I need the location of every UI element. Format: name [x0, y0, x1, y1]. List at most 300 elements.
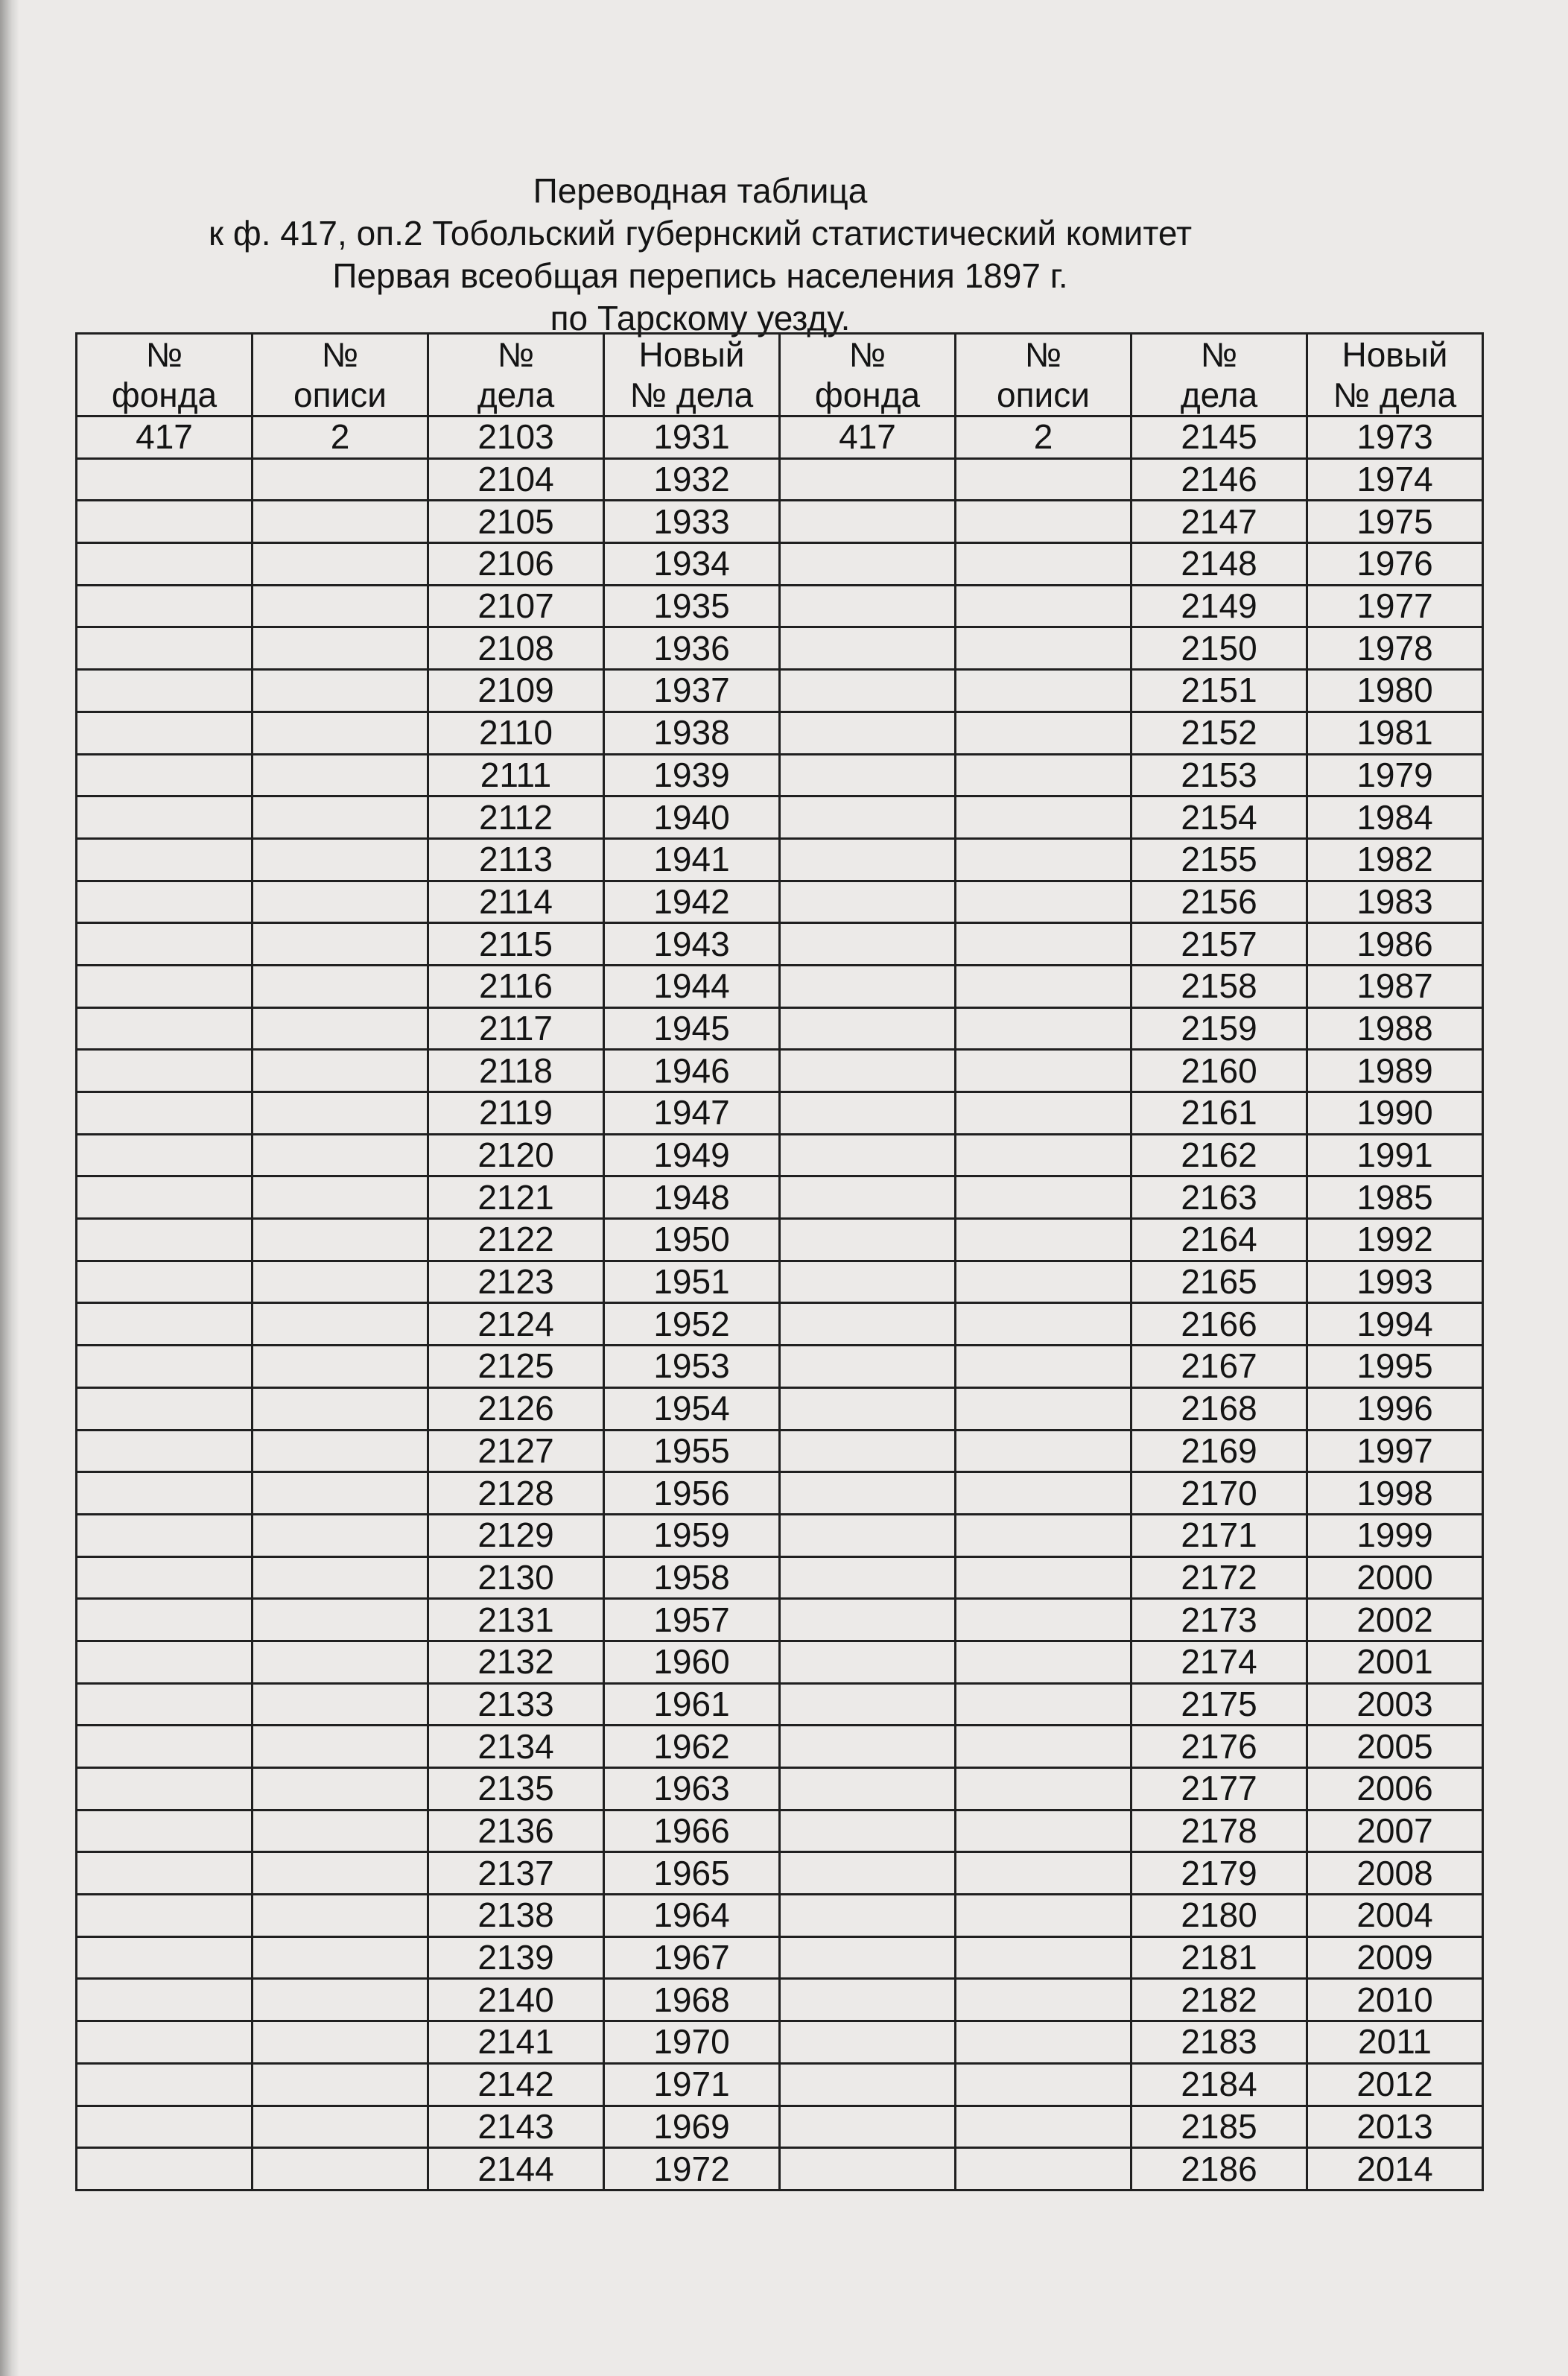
cell-fund-2 — [780, 1852, 956, 1895]
translation-table — [75, 332, 1484, 2191]
table-row — [77, 416, 1483, 459]
cell-case-2: 2150 — [1131, 627, 1307, 670]
cell-fund — [77, 501, 253, 543]
cell-case: 2103 — [428, 416, 604, 459]
cell-case-2: 2146 — [1131, 458, 1307, 501]
table-row — [77, 1683, 1483, 1726]
cell-case-2: 2181 — [1131, 1936, 1307, 1979]
cell-inventory-2 — [956, 1387, 1131, 1430]
cell-fund — [77, 838, 253, 881]
cell-new-case: 1939 — [604, 754, 780, 796]
cell-case: 2111 — [428, 754, 604, 796]
table-row — [77, 1726, 1483, 1768]
cell-case: 2104 — [428, 458, 604, 501]
cell-new-case: 1936 — [604, 627, 780, 670]
table-row — [77, 2063, 1483, 2106]
cell-fund — [77, 2148, 253, 2190]
table-row — [77, 1810, 1483, 1852]
cell-case-2: 2168 — [1131, 1387, 1307, 1430]
table-row — [77, 1176, 1483, 1219]
cell-new-case-2: 1989 — [1307, 1050, 1483, 1092]
cell-new-case: 1931 — [604, 416, 780, 459]
table-row — [77, 1387, 1483, 1430]
cell-case-2: 2172 — [1131, 1556, 1307, 1599]
cell-new-case-2: 2014 — [1307, 2148, 1483, 2190]
cell-case: 2116 — [428, 965, 604, 1007]
table-row — [77, 1472, 1483, 1515]
cell-inventory-2 — [956, 585, 1131, 627]
cell-fund — [77, 1514, 253, 1556]
cell-fund — [77, 2106, 253, 2148]
cell-new-case: 1956 — [604, 1472, 780, 1515]
cell-case: 2142 — [428, 2063, 604, 2106]
cell-case-2: 2163 — [1131, 1176, 1307, 1219]
cell-case-2: 2161 — [1131, 1092, 1307, 1135]
cell-inventory-2 — [956, 2106, 1131, 2148]
table-header-row — [77, 334, 1483, 416]
cell-fund-2 — [780, 585, 956, 627]
cell-new-case: 1937 — [604, 670, 780, 712]
table-row — [77, 2106, 1483, 2148]
cell-new-case-2: 1988 — [1307, 1007, 1483, 1050]
cell-case: 2131 — [428, 1599, 604, 1641]
cell-inventory-2 — [956, 1683, 1131, 1726]
cell-new-case-2: 1999 — [1307, 1514, 1483, 1556]
table-row — [77, 670, 1483, 712]
cell-inventory-2 — [956, 754, 1131, 796]
cell-inventory-2 — [956, 501, 1131, 543]
cell-new-case: 1964 — [604, 1895, 780, 1937]
cell-new-case: 1947 — [604, 1092, 780, 1135]
cell-new-case-2: 1974 — [1307, 458, 1483, 501]
cell-case-2: 2153 — [1131, 754, 1307, 796]
cell-fund-2 — [780, 1979, 956, 2021]
table-row — [77, 1303, 1483, 1346]
cell-inventory — [253, 1683, 428, 1726]
cell-fund-2 — [780, 838, 956, 881]
cell-fund — [77, 796, 253, 839]
cell-fund — [77, 1219, 253, 1261]
cell-inventory-2 — [956, 881, 1131, 923]
cell-case: 2105 — [428, 501, 604, 543]
cell-fund-2 — [780, 458, 956, 501]
cell-inventory — [253, 2148, 428, 2190]
cell-case-2: 2185 — [1131, 2106, 1307, 2148]
cell-fund — [77, 1387, 253, 1430]
cell-case-2: 2151 — [1131, 670, 1307, 712]
cell-inventory-2 — [956, 1599, 1131, 1641]
cell-inventory-2 — [956, 1346, 1131, 1388]
cell-new-case: 1970 — [604, 2021, 780, 2064]
cell-inventory-2 — [956, 1303, 1131, 1346]
cell-case: 2138 — [428, 1895, 604, 1937]
cell-inventory — [253, 1303, 428, 1346]
cell-new-case: 1943 — [604, 923, 780, 966]
table-row — [77, 754, 1483, 796]
cell-new-case: 1934 — [604, 543, 780, 586]
cell-case: 2109 — [428, 670, 604, 712]
cell-new-case: 1966 — [604, 1810, 780, 1852]
cell-case: 2114 — [428, 881, 604, 923]
cell-case-2: 2173 — [1131, 1599, 1307, 1641]
cell-new-case-2: 2010 — [1307, 1979, 1483, 2021]
cell-inventory-2 — [956, 923, 1131, 966]
cell-fund-2 — [780, 1768, 956, 1810]
cell-new-case-2: 1985 — [1307, 1176, 1483, 1219]
cell-case: 2129 — [428, 1514, 604, 1556]
cell-inventory — [253, 1810, 428, 1852]
table-row — [77, 796, 1483, 839]
cell-inventory — [253, 881, 428, 923]
cell-case-2: 2159 — [1131, 1007, 1307, 1050]
cell-case-2: 2175 — [1131, 1683, 1307, 1726]
cell-case-2: 2182 — [1131, 1979, 1307, 2021]
cell-inventory — [253, 754, 428, 796]
cell-case-2: 2180 — [1131, 1895, 1307, 1937]
cell-fund — [77, 2063, 253, 2106]
cell-fund — [77, 1936, 253, 1979]
cell-new-case: 1969 — [604, 2106, 780, 2148]
cell-inventory — [253, 1895, 428, 1937]
cell-fund-2 — [780, 881, 956, 923]
cell-new-case-2: 1990 — [1307, 1092, 1483, 1135]
cell-case-2: 2176 — [1131, 1726, 1307, 1768]
cell-fund-2 — [780, 754, 956, 796]
cell-new-case: 1938 — [604, 712, 780, 754]
cell-fund-2 — [780, 543, 956, 586]
cell-fund-2 — [780, 923, 956, 966]
cell-fund — [77, 923, 253, 966]
cell-inventory — [253, 1387, 428, 1430]
cell-new-case-2: 1993 — [1307, 1261, 1483, 1303]
cell-inventory — [253, 1726, 428, 1768]
cell-inventory-2 — [956, 712, 1131, 754]
table-row — [77, 712, 1483, 754]
column-header-case: № дела — [428, 334, 604, 416]
cell-fund-2 — [780, 965, 956, 1007]
cell-fund-2 — [780, 1007, 956, 1050]
cell-fund — [77, 1430, 253, 1472]
cell-fund-2 — [780, 1219, 956, 1261]
cell-new-case-2: 2008 — [1307, 1852, 1483, 1895]
table-row — [77, 965, 1483, 1007]
cell-inventory-2 — [956, 965, 1131, 1007]
cell-new-case-2: 2013 — [1307, 2106, 1483, 2148]
cell-new-case-2: 1975 — [1307, 501, 1483, 543]
cell-fund-2 — [780, 712, 956, 754]
cell-inventory-2: 2 — [956, 416, 1131, 459]
cell-fund-2 — [780, 1641, 956, 1683]
cell-inventory-2 — [956, 1430, 1131, 1472]
table-row — [77, 1134, 1483, 1176]
cell-fund: 417 — [77, 416, 253, 459]
cell-new-case-2: 1984 — [1307, 796, 1483, 839]
cell-case: 2139 — [428, 1936, 604, 1979]
cell-inventory-2 — [956, 627, 1131, 670]
cell-inventory — [253, 1430, 428, 1472]
column-header-new-case: Новый № дела — [604, 334, 780, 416]
table-row — [77, 2148, 1483, 2190]
cell-fund-2 — [780, 1430, 956, 1472]
cell-case: 2130 — [428, 1556, 604, 1599]
cell-new-case-2: 1987 — [1307, 965, 1483, 1007]
table-row — [77, 501, 1483, 543]
cell-case: 2118 — [428, 1050, 604, 1092]
cell-case: 2143 — [428, 2106, 604, 2148]
cell-new-case-2: 1991 — [1307, 1134, 1483, 1176]
cell-fund-2 — [780, 1346, 956, 1388]
cell-fund — [77, 1346, 253, 1388]
cell-case-2: 2179 — [1131, 1852, 1307, 1895]
cell-new-case-2: 1996 — [1307, 1387, 1483, 1430]
cell-new-case-2: 1981 — [1307, 712, 1483, 754]
cell-case: 2110 — [428, 712, 604, 754]
document-title: Переводная таблица — [533, 171, 868, 210]
cell-inventory — [253, 1852, 428, 1895]
cell-fund — [77, 2021, 253, 2064]
cell-fund — [77, 1641, 253, 1683]
cell-case: 2125 — [428, 1346, 604, 1388]
cell-fund-2 — [780, 1556, 956, 1599]
cell-fund — [77, 543, 253, 586]
cell-fund-2 — [780, 1683, 956, 1726]
cell-fund — [77, 712, 253, 754]
cell-case-2: 2184 — [1131, 2063, 1307, 2106]
cell-inventory-2 — [956, 1176, 1131, 1219]
cell-fund — [77, 1599, 253, 1641]
cell-new-case: 1965 — [604, 1852, 780, 1895]
cell-fund-2 — [780, 1092, 956, 1135]
cell-case-2: 2157 — [1131, 923, 1307, 966]
table-row — [77, 1514, 1483, 1556]
table-row — [77, 1219, 1483, 1261]
cell-inventory — [253, 585, 428, 627]
cell-new-case-2: 2006 — [1307, 1768, 1483, 1810]
cell-inventory-2 — [956, 543, 1131, 586]
table-row — [77, 1599, 1483, 1641]
table-row — [77, 1936, 1483, 1979]
cell-case-2: 2165 — [1131, 1261, 1307, 1303]
cell-fund — [77, 585, 253, 627]
cell-fund — [77, 1768, 253, 1810]
cell-case-2: 2183 — [1131, 2021, 1307, 2064]
cell-inventory-2 — [956, 1007, 1131, 1050]
cell-new-case: 1957 — [604, 1599, 780, 1641]
cell-inventory-2 — [956, 796, 1131, 839]
cell-new-case: 1945 — [604, 1007, 780, 1050]
cell-new-case: 1953 — [604, 1346, 780, 1388]
cell-case-2: 2170 — [1131, 1472, 1307, 1515]
cell-new-case: 1958 — [604, 1556, 780, 1599]
cell-case: 2108 — [428, 627, 604, 670]
cell-inventory — [253, 1641, 428, 1683]
table-row — [77, 543, 1483, 586]
table-row — [77, 1895, 1483, 1937]
cell-fund-2 — [780, 627, 956, 670]
cell-inventory-2 — [956, 670, 1131, 712]
cell-new-case-2: 2009 — [1307, 1936, 1483, 1979]
cell-fund-2 — [780, 1599, 956, 1641]
cell-fund-2 — [780, 1050, 956, 1092]
cell-new-case: 1932 — [604, 458, 780, 501]
cell-new-case: 1972 — [604, 2148, 780, 2190]
cell-inventory-2 — [956, 1134, 1131, 1176]
cell-case: 2126 — [428, 1387, 604, 1430]
cell-case: 2106 — [428, 543, 604, 586]
cell-case: 2107 — [428, 585, 604, 627]
table-row — [77, 1852, 1483, 1895]
cell-inventory — [253, 712, 428, 754]
cell-inventory-2 — [956, 1852, 1131, 1895]
cell-inventory — [253, 543, 428, 586]
cell-case: 2123 — [428, 1261, 604, 1303]
table-row — [77, 458, 1483, 501]
table-row — [77, 585, 1483, 627]
cell-new-case: 1971 — [604, 2063, 780, 2106]
cell-inventory — [253, 1134, 428, 1176]
cell-case-2: 2178 — [1131, 1810, 1307, 1852]
cell-new-case-2: 1973 — [1307, 416, 1483, 459]
cell-case: 2122 — [428, 1219, 604, 1261]
cell-case: 2137 — [428, 1852, 604, 1895]
cell-inventory-2 — [956, 1895, 1131, 1937]
cell-fund-2 — [780, 796, 956, 839]
cell-case-2: 2147 — [1131, 501, 1307, 543]
cell-new-case: 1967 — [604, 1936, 780, 1979]
cell-inventory — [253, 965, 428, 1007]
cell-inventory — [253, 1556, 428, 1599]
cell-inventory — [253, 1219, 428, 1261]
cell-case-2: 2164 — [1131, 1219, 1307, 1261]
cell-inventory-2 — [956, 1768, 1131, 1810]
cell-new-case: 1952 — [604, 1303, 780, 1346]
cell-case-2: 2174 — [1131, 1641, 1307, 1683]
cell-fund — [77, 965, 253, 1007]
document-subtitle-fund: к ф. 417, оп.2 Тобольский губернский статистический комитет — [208, 214, 1193, 253]
cell-new-case-2: 2012 — [1307, 2063, 1483, 2106]
cell-fund — [77, 1092, 253, 1135]
table-row — [77, 1007, 1483, 1050]
cell-fund-2 — [780, 501, 956, 543]
cell-inventory — [253, 1092, 428, 1135]
cell-fund — [77, 1556, 253, 1599]
cell-inventory-2 — [956, 1936, 1131, 1979]
cell-case-2: 2149 — [1131, 585, 1307, 627]
cell-case: 2141 — [428, 2021, 604, 2064]
cell-fund — [77, 1134, 253, 1176]
cell-new-case-2: 1998 — [1307, 1472, 1483, 1515]
cell-fund-2 — [780, 1514, 956, 1556]
cell-case: 2132 — [428, 1641, 604, 1683]
cell-inventory-2 — [956, 2063, 1131, 2106]
cell-new-case-2: 2000 — [1307, 1556, 1483, 1599]
cell-case-2: 2154 — [1131, 796, 1307, 839]
cell-new-case-2: 1977 — [1307, 585, 1483, 627]
cell-fund-2 — [780, 1134, 956, 1176]
cell-fund — [77, 670, 253, 712]
cell-inventory — [253, 1261, 428, 1303]
cell-fund — [77, 1303, 253, 1346]
cell-fund-2 — [780, 1895, 956, 1937]
cell-new-case-2: 1978 — [1307, 627, 1483, 670]
cell-fund-2 — [780, 2021, 956, 2064]
table-row — [77, 1979, 1483, 2021]
table-row — [77, 1768, 1483, 1810]
cell-inventory — [253, 1472, 428, 1515]
cell-fund — [77, 458, 253, 501]
cell-inventory — [253, 2106, 428, 2148]
cell-case: 2133 — [428, 1683, 604, 1726]
cell-inventory — [253, 1979, 428, 2021]
table-row — [77, 1261, 1483, 1303]
cell-inventory-2 — [956, 1050, 1131, 1092]
cell-inventory — [253, 1176, 428, 1219]
cell-inventory — [253, 838, 428, 881]
cell-new-case-2: 1983 — [1307, 881, 1483, 923]
cell-new-case-2: 1976 — [1307, 543, 1483, 586]
cell-fund-2: 417 — [780, 416, 956, 459]
document-header — [0, 170, 1400, 340]
cell-new-case: 1962 — [604, 1726, 780, 1768]
cell-inventory — [253, 1768, 428, 1810]
cell-inventory — [253, 501, 428, 543]
cell-inventory — [253, 1346, 428, 1388]
cell-fund — [77, 1810, 253, 1852]
cell-case-2: 2152 — [1131, 712, 1307, 754]
cell-new-case: 1961 — [604, 1683, 780, 1726]
cell-case-2: 2158 — [1131, 965, 1307, 1007]
cell-inventory — [253, 458, 428, 501]
column-header-fund-2: № фонда — [780, 334, 956, 416]
cell-inventory-2 — [956, 1472, 1131, 1515]
cell-new-case-2: 1986 — [1307, 923, 1483, 966]
cell-fund-2 — [780, 1303, 956, 1346]
cell-fund-2 — [780, 1936, 956, 1979]
cell-new-case: 1955 — [604, 1430, 780, 1472]
cell-new-case-2: 1979 — [1307, 754, 1483, 796]
cell-fund — [77, 1261, 253, 1303]
cell-inventory-2 — [956, 1261, 1131, 1303]
cell-new-case: 1951 — [604, 1261, 780, 1303]
cell-case-2: 2177 — [1131, 1768, 1307, 1810]
cell-case: 2128 — [428, 1472, 604, 1515]
cell-fund — [77, 627, 253, 670]
cell-case-2: 2166 — [1131, 1303, 1307, 1346]
cell-new-case-2: 1992 — [1307, 1219, 1483, 1261]
cell-fund — [77, 1852, 253, 1895]
cell-inventory-2 — [956, 458, 1131, 501]
cell-fund — [77, 1683, 253, 1726]
cell-case-2: 2155 — [1131, 838, 1307, 881]
cell-case-2: 2145 — [1131, 416, 1307, 459]
cell-case-2: 2160 — [1131, 1050, 1307, 1092]
cell-case: 2134 — [428, 1726, 604, 1768]
table-row — [77, 923, 1483, 966]
cell-new-case: 1968 — [604, 1979, 780, 2021]
cell-new-case: 1954 — [604, 1387, 780, 1430]
cell-fund-2 — [780, 670, 956, 712]
cell-fund-2 — [780, 1176, 956, 1219]
cell-new-case: 1948 — [604, 1176, 780, 1219]
cell-new-case: 1949 — [604, 1134, 780, 1176]
cell-new-case-2: 1995 — [1307, 1346, 1483, 1388]
cell-case-2: 2186 — [1131, 2148, 1307, 2190]
cell-case-2: 2162 — [1131, 1134, 1307, 1176]
table-row — [77, 838, 1483, 881]
cell-inventory-2 — [956, 1092, 1131, 1135]
cell-new-case: 1935 — [604, 585, 780, 627]
cell-fund-2 — [780, 2148, 956, 2190]
